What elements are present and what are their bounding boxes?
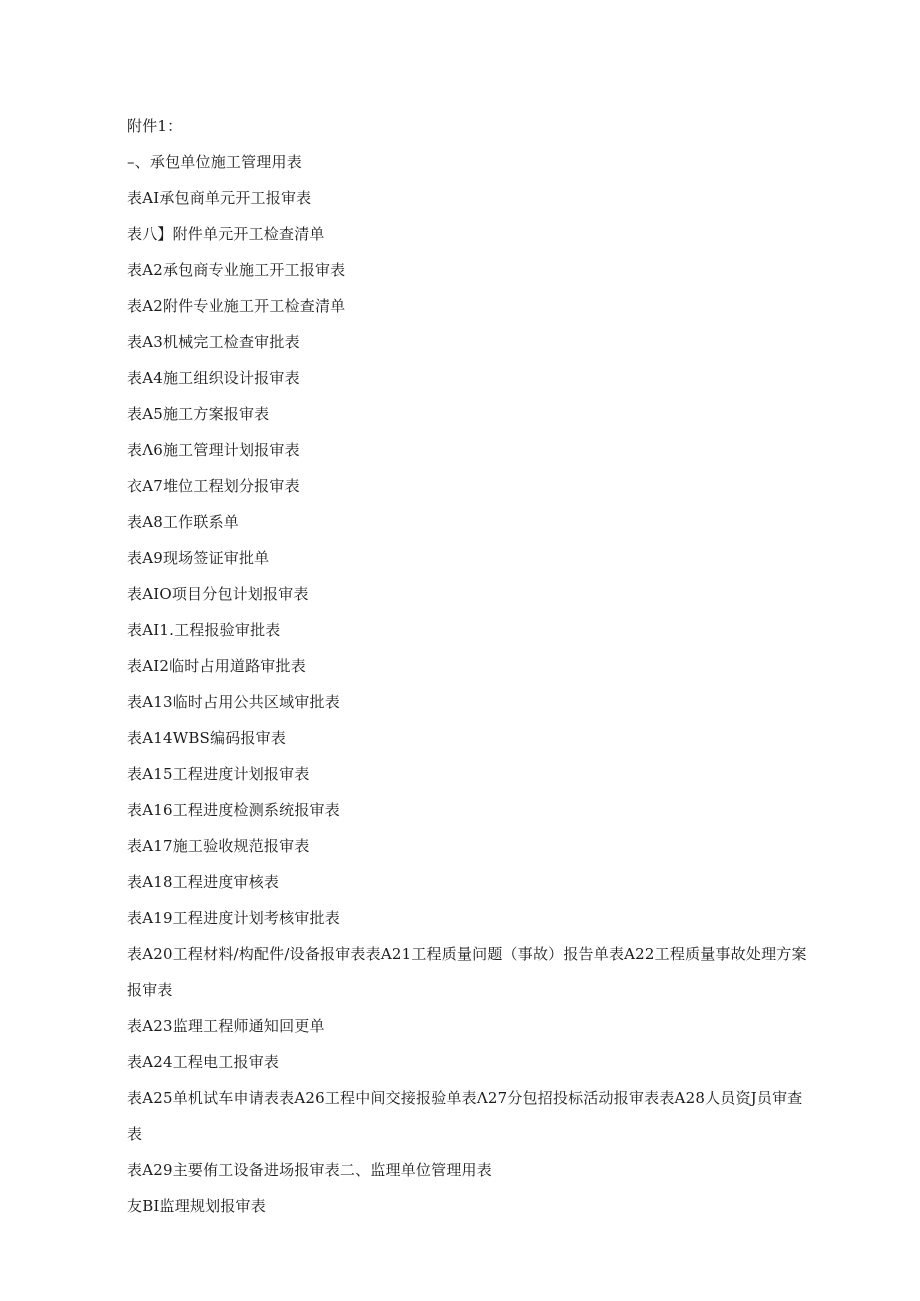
list-item: 表八】附件单元开工检查清单 [127,225,325,243]
list-item: 友BI监理规划报审表 [127,1197,266,1215]
list-item: 表A15工程进度计划报审表 [127,765,310,783]
list-item: 表A5施工方案报审表 [127,405,270,423]
list-item: 表A25单机试车申请表表A26工程中间交接报验单表Λ27分包招投标活动报审表表A28人员资J员审查表 [127,1089,803,1143]
list-item: 表A8工作联系单 [127,513,239,531]
list-item: 表A13临时占用公共区域审批表 [127,693,340,711]
list-item: 衣A7堆位工程划分报审表 [127,477,300,495]
list-item: 表A14WBS编码报审表 [127,729,287,747]
list-item: 表A9现场签证审批单 [127,549,270,567]
attachment-label: 附件1： [127,117,183,135]
list-item: 表A24工程电工报审表 [127,1053,280,1071]
list-item: 表A2承包商专业施工开工报审表 [127,261,346,279]
list-item: 表AI1.工程报验审批表 [127,621,281,639]
list-item: 表A29主要侑工设备进场报审表二、监理单位管理用表 [127,1161,492,1179]
list-item: 表AIO项目分包计划报审表 [127,585,309,603]
list-item: 表A18工程进度审核表 [127,873,280,891]
list-item: 表AI2临时占用道路审批表 [127,657,306,675]
list-item: 表A3机械完工检查审批表 [127,333,300,351]
list-item: 表A4施工组织设计报审表 [127,369,300,387]
list-item: 表A2附件专业施工开工检查清单 [127,297,346,315]
document-body [127,108,807,1224]
list-item: 表A16工程进度检测系统报审表 [127,801,340,819]
section-heading-contractor-forms: –、承包单位施工管理用表 [127,153,302,171]
list-item: 表AI承包商单元开工报审表 [127,189,312,207]
list-item: 表Λ6施工管理计划报审表 [127,441,300,459]
list-item: 表A20工程材料/构配件/设备报审表表A21工程质量问题（事故）报告单表A22工程质量事故处理方案报审表 [127,945,807,999]
list-item: 表A19工程进度计划考核审批表 [127,909,340,927]
list-item: 表A23监理工程师通知回更单 [127,1017,325,1035]
list-item: 表A17施工验收规范报审表 [127,837,310,855]
